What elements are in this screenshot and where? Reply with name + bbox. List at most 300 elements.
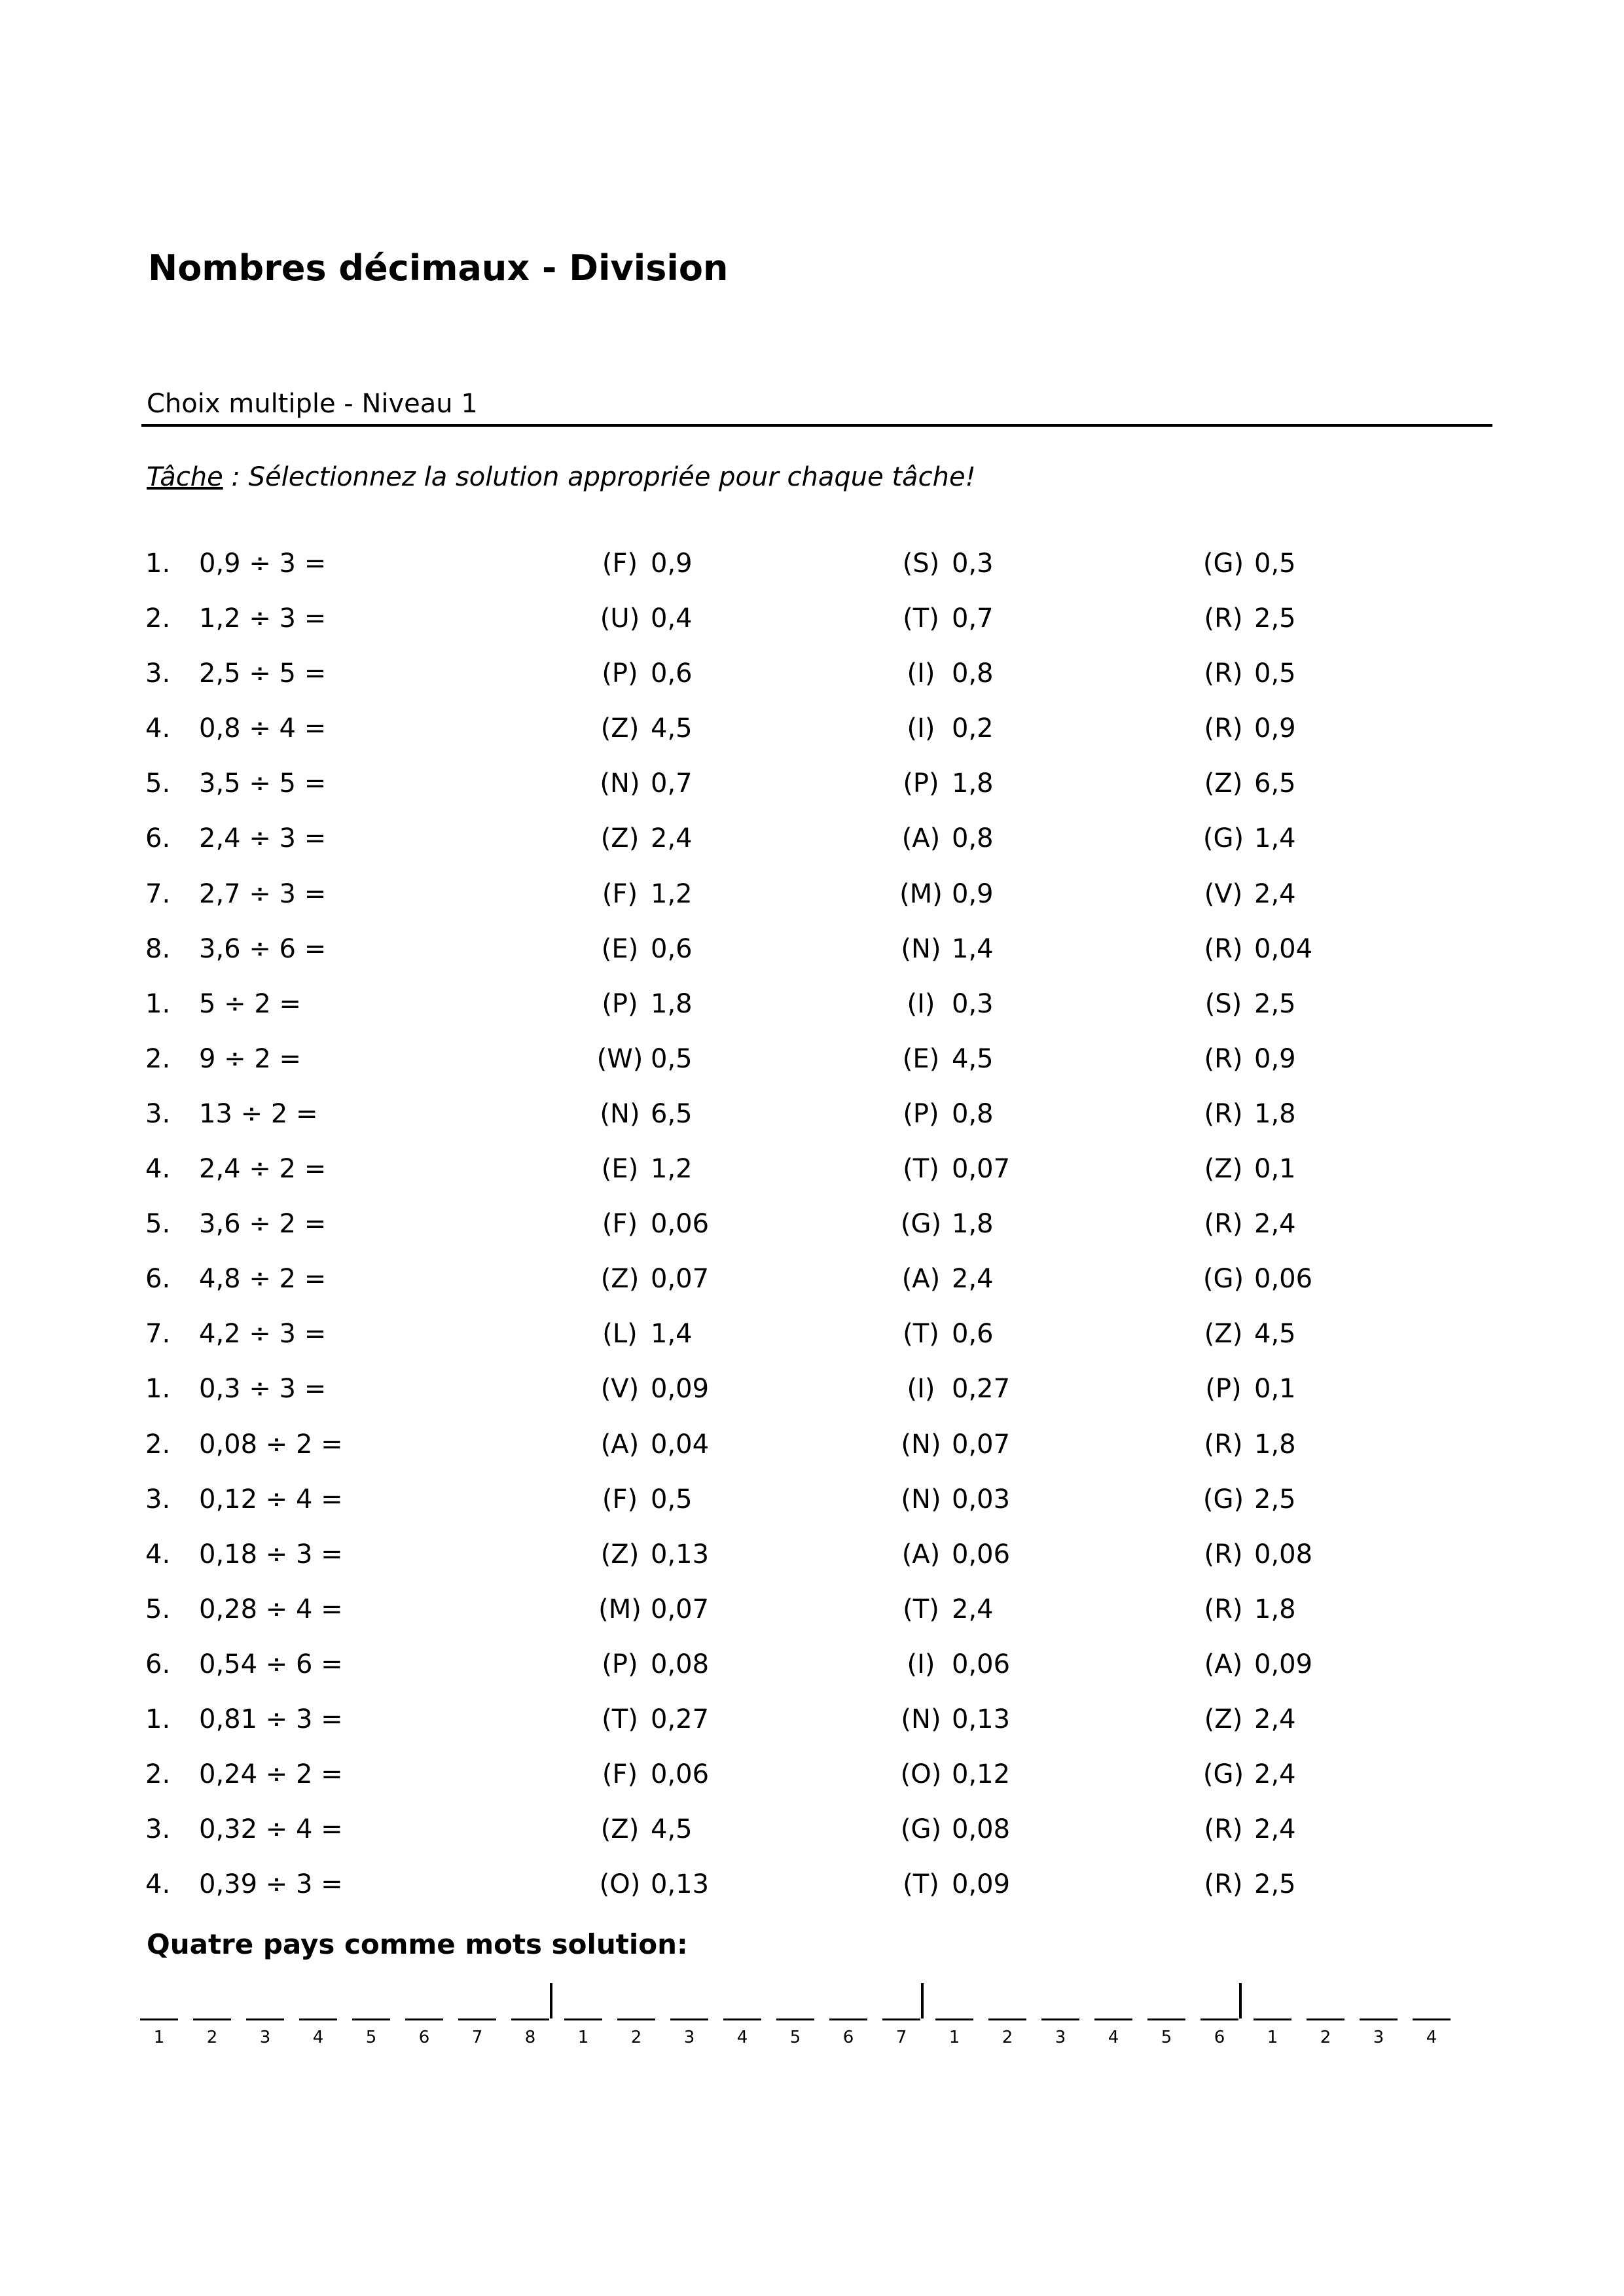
option-letter: (R) [1204, 713, 1243, 744]
option-value: 0,08 [952, 1814, 1011, 1845]
answer-option[interactable] [1198, 1484, 1296, 1515]
answer-option[interactable] [895, 1099, 994, 1129]
option-letter: (Z) [600, 1539, 640, 1570]
exercise-number: 6. [145, 823, 171, 854]
option-letter: (A) [901, 1539, 941, 1570]
exercise-number: 4. [145, 713, 171, 744]
option-letter: (R) [1204, 658, 1243, 689]
answer-option[interactable] [594, 548, 693, 579]
option-letter: (A) [600, 1429, 640, 1460]
option-value: 0,6 [952, 1319, 994, 1350]
option-letter: (T) [903, 1319, 939, 1350]
exercise-row [0, 823, 1624, 878]
option-value: 2,4 [952, 1594, 994, 1624]
answer-option[interactable] [1198, 879, 1296, 909]
answer-option[interactable] [895, 934, 994, 964]
answer-blank[interactable] [1147, 2018, 1185, 2020]
option-letter: (P) [602, 658, 638, 689]
answer-option[interactable] [594, 658, 693, 689]
option-letter: (P) [1205, 1374, 1242, 1405]
option-value: 2,4 [1254, 1209, 1296, 1240]
option-value: 2,4 [1254, 1704, 1296, 1734]
option-letter: (T) [903, 1154, 939, 1185]
task-text: : Sélectionnez la solution appropriée pour chaque tâche! [223, 462, 976, 492]
option-value: 0,09 [651, 1374, 710, 1405]
answer-title: Quatre pays comme mots solution: [147, 1928, 688, 1960]
answer-option[interactable] [1198, 713, 1296, 744]
answer-option[interactable] [895, 989, 994, 1019]
exercise-row [0, 1649, 1624, 1704]
answer-option[interactable] [895, 1154, 1010, 1184]
exercise-problem: 2,4 ÷ 3 = [199, 823, 327, 854]
option-letter: (A) [901, 823, 941, 854]
answer-option[interactable] [1198, 1264, 1312, 1294]
answer-blank[interactable] [405, 2018, 443, 2020]
option-value: 6,5 [651, 1098, 693, 1129]
answer-option[interactable] [594, 1484, 693, 1515]
answer-blank[interactable] [935, 2018, 973, 2020]
option-value: 1,4 [1254, 823, 1296, 854]
option-value: 2,4 [952, 1264, 994, 1295]
blank-number: 3 [1373, 2028, 1384, 2047]
page-title: Nombres décimaux - Division [148, 247, 729, 289]
option-letter: (Z) [1204, 1319, 1243, 1350]
exercise-number: 3. [145, 658, 171, 689]
answer-option[interactable] [1198, 1594, 1296, 1624]
option-value: 0,09 [952, 1869, 1011, 1900]
option-letter: (I) [907, 713, 935, 744]
option-letter: (W) [596, 1043, 643, 1074]
exercise-number: 4. [145, 1869, 171, 1900]
word-separator [921, 1983, 924, 2018]
answer-option[interactable] [1198, 1209, 1296, 1239]
option-value: 0,5 [651, 1484, 693, 1515]
option-value: 0,07 [651, 1594, 710, 1624]
exercise-row [0, 1209, 1624, 1264]
option-letter: (R) [1204, 603, 1243, 634]
answer-option[interactable] [594, 1429, 709, 1460]
exercise-row [0, 879, 1624, 934]
answer-option[interactable] [594, 1594, 709, 1624]
exercise-row [0, 934, 1624, 989]
option-letter: (R) [1204, 1209, 1243, 1240]
option-letter: (I) [907, 988, 935, 1019]
option-letter: (A) [1204, 1649, 1243, 1679]
exercise-row [0, 1374, 1624, 1429]
answer-option[interactable] [594, 1264, 709, 1294]
answer-option[interactable] [895, 1594, 994, 1624]
exercise-problem: 0,18 ÷ 3 = [199, 1539, 343, 1570]
answer-option[interactable] [1198, 658, 1296, 689]
answer-option[interactable] [1198, 1319, 1296, 1349]
option-letter: (Z) [1204, 768, 1243, 799]
answer-option[interactable] [895, 768, 994, 798]
exercise-number: 2. [145, 1429, 171, 1460]
exercise-number: 1. [145, 548, 171, 579]
answer-option[interactable] [1198, 934, 1312, 964]
option-value: 0,3 [952, 988, 994, 1019]
answer-option[interactable] [1198, 1099, 1296, 1129]
answer-blank[interactable] [1360, 2018, 1398, 2020]
answer-blank[interactable] [829, 2018, 867, 2020]
option-letter: (R) [1204, 1594, 1243, 1624]
answer-option[interactable] [1198, 1869, 1296, 1899]
answer-option[interactable] [594, 713, 693, 744]
answer-option[interactable] [594, 1649, 709, 1679]
option-letter: (G) [900, 1209, 942, 1240]
option-value: 2,4 [1254, 1814, 1296, 1845]
option-value: 0,9 [651, 548, 693, 579]
option-value: 2,5 [1254, 1869, 1296, 1900]
answer-option[interactable] [1198, 989, 1296, 1019]
option-letter: (Z) [600, 823, 640, 854]
option-letter: (F) [602, 1209, 638, 1240]
answer-option[interactable] [594, 1044, 693, 1074]
option-value: 0,9 [1254, 1043, 1296, 1074]
answer-blank[interactable] [246, 2018, 284, 2020]
exercise-number: 6. [145, 1649, 171, 1679]
exercise-problem: 4,8 ÷ 2 = [199, 1264, 327, 1295]
exercise-number: 4. [145, 1539, 171, 1570]
exercise-number: 4. [145, 1154, 171, 1185]
answer-option[interactable] [594, 1814, 693, 1844]
option-letter: (L) [602, 1319, 638, 1350]
option-value: 0,1 [1254, 1374, 1296, 1405]
exercise-number: 3. [145, 1098, 171, 1129]
answer-option[interactable] [1198, 1044, 1296, 1074]
option-value: 1,2 [651, 878, 693, 909]
exercise-row [0, 1484, 1624, 1539]
answer-blanks [0, 1977, 1624, 2055]
blank-number: 4 [1426, 2028, 1437, 2047]
answer-option[interactable] [1198, 1704, 1296, 1734]
word-separator [1239, 1983, 1242, 2018]
answer-blank[interactable] [670, 2018, 708, 2020]
answer-option[interactable] [1198, 1759, 1296, 1789]
exercise-problem: 0,8 ÷ 4 = [199, 713, 327, 744]
answer-option[interactable] [1198, 1814, 1296, 1844]
answer-option[interactable] [594, 823, 693, 853]
option-value: 2,4 [651, 823, 693, 854]
answer-option[interactable] [594, 1099, 693, 1129]
option-letter: (P) [602, 988, 638, 1019]
blank-number: 4 [312, 2028, 324, 2047]
option-value: 0,7 [952, 603, 994, 634]
answer-option[interactable] [895, 879, 994, 909]
answer-option[interactable] [895, 658, 994, 689]
option-letter: (N) [901, 933, 941, 964]
option-value: 4,5 [651, 1814, 693, 1845]
exercise-number: 3. [145, 1814, 171, 1845]
option-letter: (P) [903, 768, 939, 799]
answer-option[interactable] [1198, 603, 1296, 634]
exercise-number: 3. [145, 1484, 171, 1515]
option-value: 0,27 [651, 1704, 710, 1734]
option-value: 0,2 [952, 713, 994, 744]
exercise-row [0, 1099, 1624, 1154]
option-value: 0,5 [651, 1043, 693, 1074]
answer-option[interactable] [594, 989, 693, 1019]
answer-blank[interactable] [776, 2018, 814, 2020]
answer-blank[interactable] [511, 2018, 549, 2020]
blank-number: 2 [1320, 2028, 1331, 2047]
option-value: 0,8 [952, 658, 994, 689]
option-value: 4,5 [952, 1043, 994, 1074]
option-value: 4,5 [1254, 1319, 1296, 1350]
exercise-problem: 1,2 ÷ 3 = [199, 603, 327, 634]
blank-number: 7 [895, 2028, 907, 2047]
answer-option[interactable] [895, 1759, 1010, 1789]
section-subtitle: Choix multiple - Niveau 1 [147, 389, 478, 419]
answer-option[interactable] [1198, 1429, 1296, 1460]
answer-option[interactable] [1198, 823, 1296, 853]
option-value: 0,12 [952, 1759, 1011, 1790]
answer-option[interactable] [594, 934, 693, 964]
option-value: 0,07 [651, 1264, 710, 1295]
answer-option[interactable] [895, 1869, 1010, 1899]
blank-number: 2 [1001, 2028, 1013, 2047]
exercise-row [0, 1044, 1624, 1099]
option-letter: (O) [900, 1759, 942, 1790]
exercise-row [0, 989, 1624, 1044]
blank-number: 3 [259, 2028, 271, 2047]
word-separator [550, 1983, 552, 2018]
exercise-list [0, 548, 1624, 1924]
option-letter: (R) [1204, 1043, 1243, 1074]
option-letter: (Z) [1204, 1154, 1243, 1185]
option-value: 0,3 [952, 548, 994, 579]
answer-blank[interactable] [1413, 2018, 1451, 2020]
answer-option[interactable] [895, 1319, 994, 1349]
option-letter: (E) [601, 1154, 639, 1185]
answer-option[interactable] [895, 1209, 994, 1239]
option-letter: (Z) [600, 1814, 640, 1845]
blank-number: 6 [842, 2028, 854, 2047]
exercise-row [0, 1539, 1624, 1594]
answer-blank[interactable] [1254, 2018, 1291, 2020]
answer-blank[interactable] [882, 2018, 920, 2020]
option-value: 0,09 [1254, 1649, 1313, 1679]
option-letter: (R) [1204, 1098, 1243, 1129]
option-letter: (T) [903, 1869, 939, 1900]
answer-option[interactable] [895, 1649, 1010, 1679]
answer-option[interactable] [895, 548, 994, 579]
option-value: 0,07 [952, 1429, 1011, 1460]
answer-option[interactable] [1198, 1154, 1296, 1184]
option-value: 0,04 [1254, 933, 1313, 964]
exercise-problem: 13 ÷ 2 = [199, 1098, 318, 1129]
option-letter: (A) [901, 1264, 941, 1295]
option-letter: (G) [900, 1814, 942, 1845]
answer-blank[interactable] [193, 2018, 231, 2020]
option-value: 1,8 [1254, 1098, 1296, 1129]
exercise-row [0, 1264, 1624, 1319]
exercise-number: 2. [145, 1043, 171, 1074]
answer-option[interactable] [895, 1264, 994, 1294]
answer-blank[interactable] [352, 2018, 390, 2020]
answer-option[interactable] [895, 603, 994, 634]
option-value: 2,4 [1254, 1759, 1296, 1790]
exercise-row [0, 768, 1624, 823]
blank-number: 4 [1108, 2028, 1119, 2047]
option-letter: (F) [602, 1759, 638, 1790]
blank-number: 5 [1161, 2028, 1172, 2047]
exercise-row [0, 1814, 1624, 1869]
exercise-problem: 2,5 ÷ 5 = [199, 658, 327, 689]
exercise-problem: 0,9 ÷ 3 = [199, 548, 327, 579]
option-value: 1,2 [651, 1154, 693, 1185]
option-value: 0,03 [952, 1484, 1011, 1515]
answer-option[interactable] [594, 1209, 709, 1239]
blank-number: 2 [206, 2028, 218, 2047]
exercise-problem: 0,28 ÷ 4 = [199, 1594, 343, 1624]
option-letter: (G) [1202, 548, 1244, 579]
option-letter: (N) [901, 1484, 941, 1515]
option-value: 1,8 [1254, 1594, 1296, 1624]
option-letter: (Z) [600, 1264, 640, 1295]
exercise-number: 2. [145, 603, 171, 634]
exercise-row [0, 603, 1624, 658]
answer-option[interactable] [895, 1044, 994, 1074]
exercise-problem: 0,81 ÷ 3 = [199, 1704, 343, 1734]
blank-number: 1 [1267, 2028, 1278, 2047]
option-value: 2,5 [1254, 1484, 1296, 1515]
option-value: 4,5 [651, 713, 693, 744]
option-letter: (N) [600, 1098, 640, 1129]
answer-option[interactable] [895, 1429, 1010, 1460]
answer-blank[interactable] [299, 2018, 337, 2020]
option-letter: (V) [1204, 878, 1243, 909]
exercise-problem: 3,6 ÷ 6 = [199, 933, 327, 964]
answer-option[interactable] [1198, 768, 1296, 798]
exercise-problem: 0,24 ÷ 2 = [199, 1759, 343, 1790]
exercise-row [0, 1154, 1624, 1209]
option-letter: (S) [1204, 988, 1242, 1019]
exercise-number: 1. [145, 1374, 171, 1405]
answer-option[interactable] [594, 879, 693, 909]
answer-option[interactable] [594, 1539, 709, 1570]
answer-option[interactable] [895, 823, 994, 853]
answer-blank[interactable] [1307, 2018, 1344, 2020]
option-value: 0,07 [952, 1154, 1011, 1185]
blank-number: 1 [153, 2028, 165, 2047]
option-letter: (E) [902, 1043, 940, 1074]
blank-number: 2 [630, 2028, 642, 2047]
option-letter: (T) [602, 1704, 638, 1734]
answer-option[interactable] [895, 1484, 1010, 1515]
blank-number: 6 [418, 2028, 430, 2047]
option-letter: (F) [602, 1484, 638, 1515]
option-letter: (R) [1204, 1869, 1243, 1900]
answer-blank[interactable] [617, 2018, 655, 2020]
option-value: 0,13 [651, 1539, 710, 1570]
exercise-number: 6. [145, 1264, 171, 1295]
option-letter: (N) [901, 1704, 941, 1734]
answer-blank[interactable] [988, 2018, 1026, 2020]
answer-blank[interactable] [140, 2018, 178, 2020]
answer-option[interactable] [594, 1154, 693, 1184]
answer-blank[interactable] [458, 2018, 496, 2020]
answer-option[interactable] [895, 1374, 1010, 1404]
option-letter: (Z) [1204, 1704, 1243, 1734]
answer-option[interactable] [594, 1704, 709, 1734]
exercise-number: 5. [145, 768, 171, 799]
exercise-row [0, 1704, 1624, 1759]
answer-option[interactable] [895, 1539, 1010, 1570]
option-value: 0,6 [651, 658, 693, 689]
answer-option[interactable] [594, 1374, 709, 1404]
exercise-problem: 5 ÷ 2 = [199, 988, 302, 1019]
exercise-number: 1. [145, 1704, 171, 1734]
option-letter: (M) [598, 1594, 641, 1624]
answer-option[interactable] [594, 1869, 709, 1899]
option-letter: (P) [903, 1098, 939, 1129]
exercise-number: 8. [145, 933, 171, 964]
answer-option[interactable] [594, 603, 693, 634]
exercise-row [0, 1319, 1624, 1374]
exercise-problem: 9 ÷ 2 = [199, 1043, 302, 1074]
task-instruction [147, 462, 976, 492]
option-letter: (G) [1202, 1484, 1244, 1515]
option-value: 0,9 [952, 878, 994, 909]
option-letter: (I) [907, 1649, 935, 1679]
blank-number: 3 [683, 2028, 695, 2047]
exercise-row [0, 1429, 1624, 1484]
task-label: Tâche [147, 462, 223, 492]
answer-option[interactable] [594, 1759, 709, 1789]
exercise-row [0, 658, 1624, 713]
exercise-problem: 0,39 ÷ 3 = [199, 1869, 343, 1900]
option-value: 1,8 [651, 988, 693, 1019]
answer-blank[interactable] [564, 2018, 602, 2020]
option-letter: (N) [901, 1429, 941, 1460]
blank-number: 8 [524, 2028, 536, 2047]
answer-blank[interactable] [723, 2018, 761, 2020]
option-value: 0,04 [651, 1429, 710, 1460]
option-letter: (O) [599, 1869, 641, 1900]
answer-option[interactable] [1198, 1649, 1312, 1679]
option-value: 0,6 [651, 933, 693, 964]
option-value: 0,8 [952, 823, 994, 854]
option-value: 0,5 [1254, 658, 1296, 689]
option-value: 0,5 [1254, 548, 1296, 579]
option-letter: (G) [1202, 1264, 1244, 1295]
answer-option[interactable] [594, 1319, 693, 1349]
option-value: 1,4 [952, 933, 994, 964]
blank-number: 7 [471, 2028, 483, 2047]
option-value: 0,27 [952, 1374, 1011, 1405]
option-letter: (F) [602, 548, 638, 579]
answer-option[interactable] [895, 1814, 1010, 1844]
exercise-problem: 3,6 ÷ 2 = [199, 1209, 327, 1240]
answer-option[interactable] [895, 713, 994, 744]
answer-option[interactable] [594, 768, 693, 798]
answer-blank[interactable] [1200, 2018, 1238, 2020]
exercise-problem: 2,4 ÷ 2 = [199, 1154, 327, 1185]
option-value: 6,5 [1254, 768, 1296, 799]
option-value: 0,06 [651, 1209, 710, 1240]
option-letter: (N) [600, 768, 640, 799]
answer-option[interactable] [1198, 548, 1296, 579]
answer-blank[interactable] [1041, 2018, 1079, 2020]
option-letter: (E) [601, 933, 639, 964]
option-letter: (G) [1202, 1759, 1244, 1790]
answer-option[interactable] [1198, 1374, 1296, 1404]
answer-blank[interactable] [1094, 2018, 1132, 2020]
option-letter: (T) [903, 603, 939, 634]
answer-option[interactable] [895, 1704, 1010, 1734]
answer-option[interactable] [1198, 1539, 1312, 1570]
